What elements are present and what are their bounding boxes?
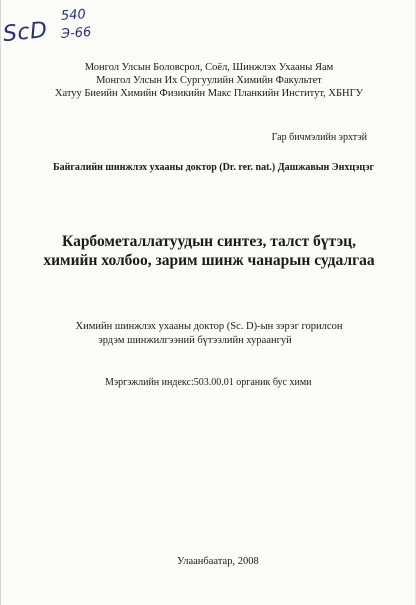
library-stamp-code: ScD [1,17,49,48]
manuscript-rights-note: Гар бичмэлийн эрхтэй [271,132,367,143]
institution-max-planck: Хатуу Биеийн Химийн Физикийн Макс Планкийн Институт, ХБНГУ [54,88,364,99]
institution-university: Монгол Улсын Их Сургуулийн Химийн Факультет [96,75,322,86]
title-line-1: Карбометаллатуудын синтез, талст бүтэц, [62,233,356,250]
place-and-year: Улаанбаатар, 2008 [177,556,259,567]
library-stamp-number: 540 [60,7,87,24]
author-line: Байгалийн шинжлэх ухааны доктор (Dr. rer. nat.) Дашжавын Энхцэцэг [53,162,375,173]
dissertation-line-1: Химийн шинжлэх ухааны доктор (Sc. D)-ын зэрэг горилсон [75,321,343,332]
library-stamp-index: Э-66 [60,24,92,43]
title-line-2: химийн холбоо, зарим шинж чанарын судалгаа [43,252,375,269]
dissertation-line-2: эрдэм шинжилгээний бүтээлийн хураангуй [98,335,292,346]
institution-ministry: Монгол Улсын Боловсрол, Соёл, Шинжлэх Ухааны Яам [84,62,334,73]
specialty-index: Мэргэжлийн индекс:503.00.01 органик бус хими [105,377,312,388]
